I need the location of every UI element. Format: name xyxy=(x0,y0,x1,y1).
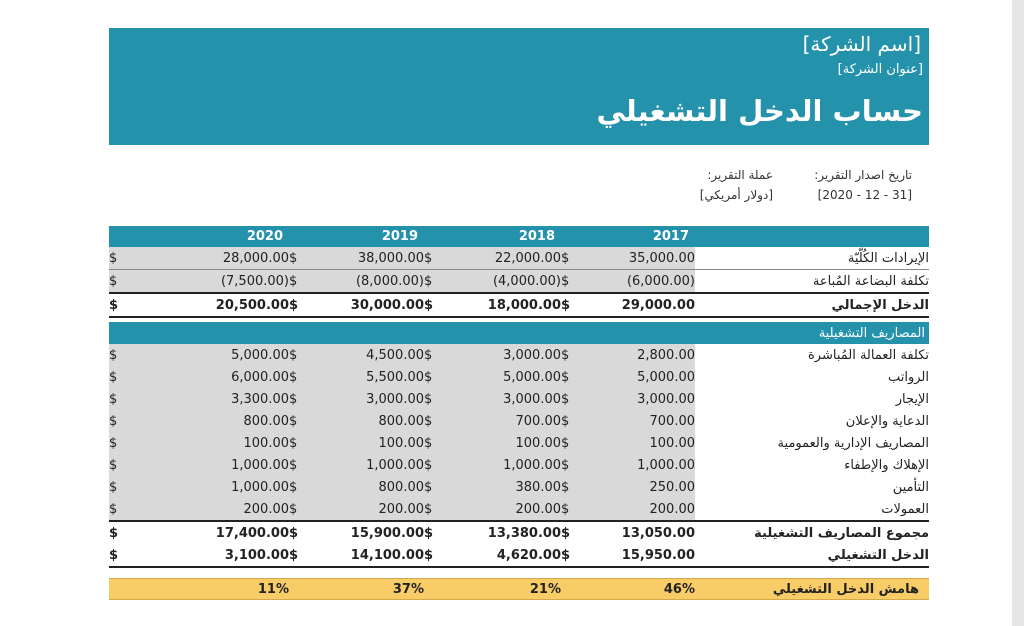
section-title[interactable]: المصاريف التشغيلية xyxy=(695,322,929,344)
row-label[interactable]: الإهلاك والإطفاء xyxy=(695,454,929,476)
currency-cell[interactable]: $ xyxy=(561,344,603,366)
currency-cell[interactable]: $ xyxy=(109,293,144,317)
total-expenses-row xyxy=(109,521,929,544)
row-label[interactable]: مجموع المصاريف التشغيلية xyxy=(695,521,929,544)
currency-cell[interactable]: $ xyxy=(289,344,334,366)
table-row xyxy=(109,410,929,432)
date-label: تاريخ اصدار التقرير: xyxy=(814,168,912,182)
table-row xyxy=(109,454,929,476)
currency-cell[interactable]: $ xyxy=(109,388,144,410)
currency-cell[interactable]: $ xyxy=(561,521,603,544)
value-cell[interactable]: 100.00 xyxy=(334,432,424,454)
report-title: حساب الدخل التشغيلي xyxy=(596,94,923,128)
currency-cell[interactable]: $ xyxy=(424,410,469,432)
row-label[interactable]: الإيجار xyxy=(695,388,929,410)
currency-cell[interactable]: $ xyxy=(109,270,144,294)
value-cell[interactable]: 700.00 xyxy=(603,410,695,432)
value-cell[interactable]: 35,000.00 xyxy=(603,247,695,270)
currency-cell[interactable]: $ xyxy=(424,544,469,567)
title-banner xyxy=(109,28,929,145)
currency-cell[interactable]: $ xyxy=(289,454,334,476)
value-cell[interactable]: (7,500.00) xyxy=(144,270,289,294)
value-cell[interactable]: 700.00 xyxy=(469,410,561,432)
row-label[interactable]: المصاريف الإدارية والعمومية xyxy=(695,432,929,454)
value-cell[interactable]: 13,050.00 xyxy=(603,521,695,544)
row-label[interactable]: هامش الدخل التشغيلي xyxy=(695,579,929,600)
currency-cell[interactable]: $ xyxy=(561,498,603,521)
value-cell[interactable]: (8,000.00) xyxy=(334,270,424,294)
value-cell[interactable]: 800.00 xyxy=(334,410,424,432)
currency-cell[interactable]: $ xyxy=(424,293,469,317)
value-cell[interactable]: 28,000.00 xyxy=(144,247,289,270)
currency-cell[interactable]: $ xyxy=(109,544,144,567)
currency-cell[interactable]: $ xyxy=(561,432,603,454)
value-cell[interactable]: 100.00 xyxy=(469,432,561,454)
value-cell[interactable]: (4,000.00) xyxy=(469,270,561,294)
currency-value[interactable]: [دولار أمريكي] xyxy=(699,188,773,202)
company-name[interactable]: [اسم الشركة] xyxy=(802,32,921,56)
currency-cell[interactable]: $ xyxy=(424,521,469,544)
value-cell[interactable]: 1,000.00 xyxy=(603,454,695,476)
currency-cell[interactable]: $ xyxy=(424,270,469,294)
value-cell[interactable]: 15,900.00 xyxy=(334,521,424,544)
table-row xyxy=(109,344,929,366)
value-cell[interactable]: 11% xyxy=(144,579,289,600)
currency-cell[interactable]: $ xyxy=(424,476,469,498)
currency-cell[interactable]: $ xyxy=(109,247,144,270)
value-cell[interactable]: (6,000.00) xyxy=(603,270,695,294)
value-cell[interactable]: 2,800.00 xyxy=(603,344,695,366)
year-header[interactable]: 2018 xyxy=(469,226,561,247)
value-cell[interactable]: 3,000.00 xyxy=(334,388,424,410)
value-cell[interactable]: 5,000.00 xyxy=(603,366,695,388)
row-label[interactable]: الإيرادات الكُلّيّة xyxy=(695,247,929,270)
expenses-section-header xyxy=(109,322,929,344)
value-cell[interactable]: 200.00 xyxy=(144,498,289,521)
currency-cell[interactable]: $ xyxy=(561,293,603,317)
value-cell[interactable]: 4,620.00 xyxy=(469,544,561,567)
currency-cell[interactable]: $ xyxy=(109,366,144,388)
currency-cell[interactable]: $ xyxy=(289,293,334,317)
value-cell[interactable]: 1,000.00 xyxy=(469,454,561,476)
currency-cell[interactable]: $ xyxy=(289,388,334,410)
currency-cell[interactable]: $ xyxy=(109,410,144,432)
year-header[interactable]: 2019 xyxy=(334,226,424,247)
value-cell[interactable]: 3,100.00 xyxy=(144,544,289,567)
table-row xyxy=(109,247,929,270)
value-cell[interactable]: 38,000.00 xyxy=(334,247,424,270)
expenses-table xyxy=(109,322,929,600)
table-row xyxy=(109,388,929,410)
value-cell[interactable]: 3,000.00 xyxy=(469,388,561,410)
row-label[interactable]: تكلفة البضاعة المُباعة xyxy=(695,270,929,294)
value-cell[interactable]: 1,000.00 xyxy=(334,454,424,476)
value-cell[interactable]: 5,000.00 xyxy=(469,366,561,388)
value-cell[interactable]: 3,000.00 xyxy=(603,388,695,410)
value-cell[interactable]: 3,300.00 xyxy=(144,388,289,410)
year-header[interactable]: 2017 xyxy=(603,226,695,247)
value-cell[interactable]: 20,500.00 xyxy=(144,293,289,317)
table-row xyxy=(109,366,929,388)
row-label[interactable]: الدخل التشغيلي xyxy=(695,544,929,567)
value-cell[interactable]: 21% xyxy=(469,579,561,600)
currency-cell[interactable]: $ xyxy=(561,247,603,270)
value-cell[interactable]: 800.00 xyxy=(334,476,424,498)
value-cell[interactable]: 22,000.00 xyxy=(469,247,561,270)
value-cell[interactable]: 15,950.00 xyxy=(603,544,695,567)
value-cell[interactable]: 1,000.00 xyxy=(144,454,289,476)
currency-cell[interactable]: $ xyxy=(424,247,469,270)
value-cell[interactable]: 100.00 xyxy=(603,432,695,454)
currency-cell[interactable]: $ xyxy=(109,454,144,476)
operating-margin-row xyxy=(109,579,929,600)
operating-income-row xyxy=(109,544,929,567)
currency-cell[interactable]: $ xyxy=(109,344,144,366)
value-cell[interactable]: 13,380.00 xyxy=(469,521,561,544)
value-cell[interactable]: 5,500.00 xyxy=(334,366,424,388)
currency-cell[interactable]: $ xyxy=(289,476,334,498)
value-cell[interactable]: 380.00 xyxy=(469,476,561,498)
value-cell[interactable]: 46% xyxy=(603,579,695,600)
row-label[interactable]: الدخل الإجمالي xyxy=(695,293,929,317)
currency-cell[interactable]: $ xyxy=(424,454,469,476)
value-cell[interactable]: 250.00 xyxy=(603,476,695,498)
currency-cell[interactable]: $ xyxy=(561,388,603,410)
income-table xyxy=(109,226,929,318)
currency-cell[interactable]: $ xyxy=(109,498,144,521)
currency-cell[interactable]: $ xyxy=(289,498,334,521)
table-row xyxy=(109,476,929,498)
currency-cell[interactable]: $ xyxy=(289,544,334,567)
value-cell[interactable]: 100.00 xyxy=(144,432,289,454)
value-cell[interactable]: 14,100.00 xyxy=(334,544,424,567)
date-value[interactable]: [2020 - 12 - 31] xyxy=(817,188,912,202)
currency-cell[interactable]: $ xyxy=(289,410,334,432)
currency-cell[interactable]: $ xyxy=(109,432,144,454)
value-cell[interactable]: 18,000.00 xyxy=(469,293,561,317)
currency-cell[interactable]: $ xyxy=(424,366,469,388)
currency-cell[interactable]: $ xyxy=(289,270,334,294)
row-label[interactable]: الرواتب xyxy=(695,366,929,388)
currency-cell[interactable]: $ xyxy=(424,498,469,521)
spacer-row xyxy=(109,567,929,579)
currency-cell[interactable]: $ xyxy=(109,521,144,544)
currency-cell[interactable]: $ xyxy=(561,270,603,294)
year-header-row xyxy=(109,226,929,247)
currency-cell[interactable]: $ xyxy=(424,432,469,454)
value-cell[interactable]: 6,000.00 xyxy=(144,366,289,388)
value-cell[interactable]: 29,000.00 xyxy=(603,293,695,317)
row-label[interactable]: الدعاية والإعلان xyxy=(695,410,929,432)
value-cell[interactable]: 4,500.00 xyxy=(334,344,424,366)
currency-cell[interactable]: $ xyxy=(289,432,334,454)
value-cell[interactable]: 5,000.00 xyxy=(144,344,289,366)
currency-cell[interactable]: $ xyxy=(561,410,603,432)
currency-cell[interactable]: $ xyxy=(424,388,469,410)
value-cell[interactable]: 200.00 xyxy=(469,498,561,521)
currency-label: عملة التقرير: xyxy=(707,168,773,182)
currency-cell[interactable]: $ xyxy=(289,247,334,270)
company-address[interactable]: [عنوان الشركة] xyxy=(837,62,923,77)
currency-cell[interactable]: $ xyxy=(289,521,334,544)
currency-cell[interactable]: $ xyxy=(289,366,334,388)
value-cell[interactable]: 1,000.00 xyxy=(144,476,289,498)
value-cell[interactable]: 200.00 xyxy=(603,498,695,521)
table-row xyxy=(109,270,929,294)
right-scroll-strip[interactable] xyxy=(1012,0,1024,626)
currency-cell[interactable]: $ xyxy=(109,476,144,498)
table-row xyxy=(109,432,929,454)
currency-cell[interactable]: $ xyxy=(561,544,603,567)
row-label[interactable]: العمولات xyxy=(695,498,929,521)
value-cell[interactable]: 200.00 xyxy=(334,498,424,521)
gross-income-row xyxy=(109,293,929,317)
table-row xyxy=(109,498,929,521)
currency-cell[interactable]: $ xyxy=(561,366,603,388)
year-header[interactable]: 2020 xyxy=(144,226,289,247)
value-cell[interactable]: 800.00 xyxy=(144,410,289,432)
currency-cell[interactable]: $ xyxy=(424,344,469,366)
value-cell[interactable]: 3,000.00 xyxy=(469,344,561,366)
value-cell[interactable]: 30,000.00 xyxy=(334,293,424,317)
currency-cell[interactable]: $ xyxy=(561,476,603,498)
row-label[interactable]: التأمين xyxy=(695,476,929,498)
value-cell[interactable]: 17,400.00 xyxy=(144,521,289,544)
row-label[interactable]: تكلفة العمالة المُباشرة xyxy=(695,344,929,366)
currency-cell[interactable]: $ xyxy=(561,454,603,476)
value-cell[interactable]: 37% xyxy=(334,579,424,600)
